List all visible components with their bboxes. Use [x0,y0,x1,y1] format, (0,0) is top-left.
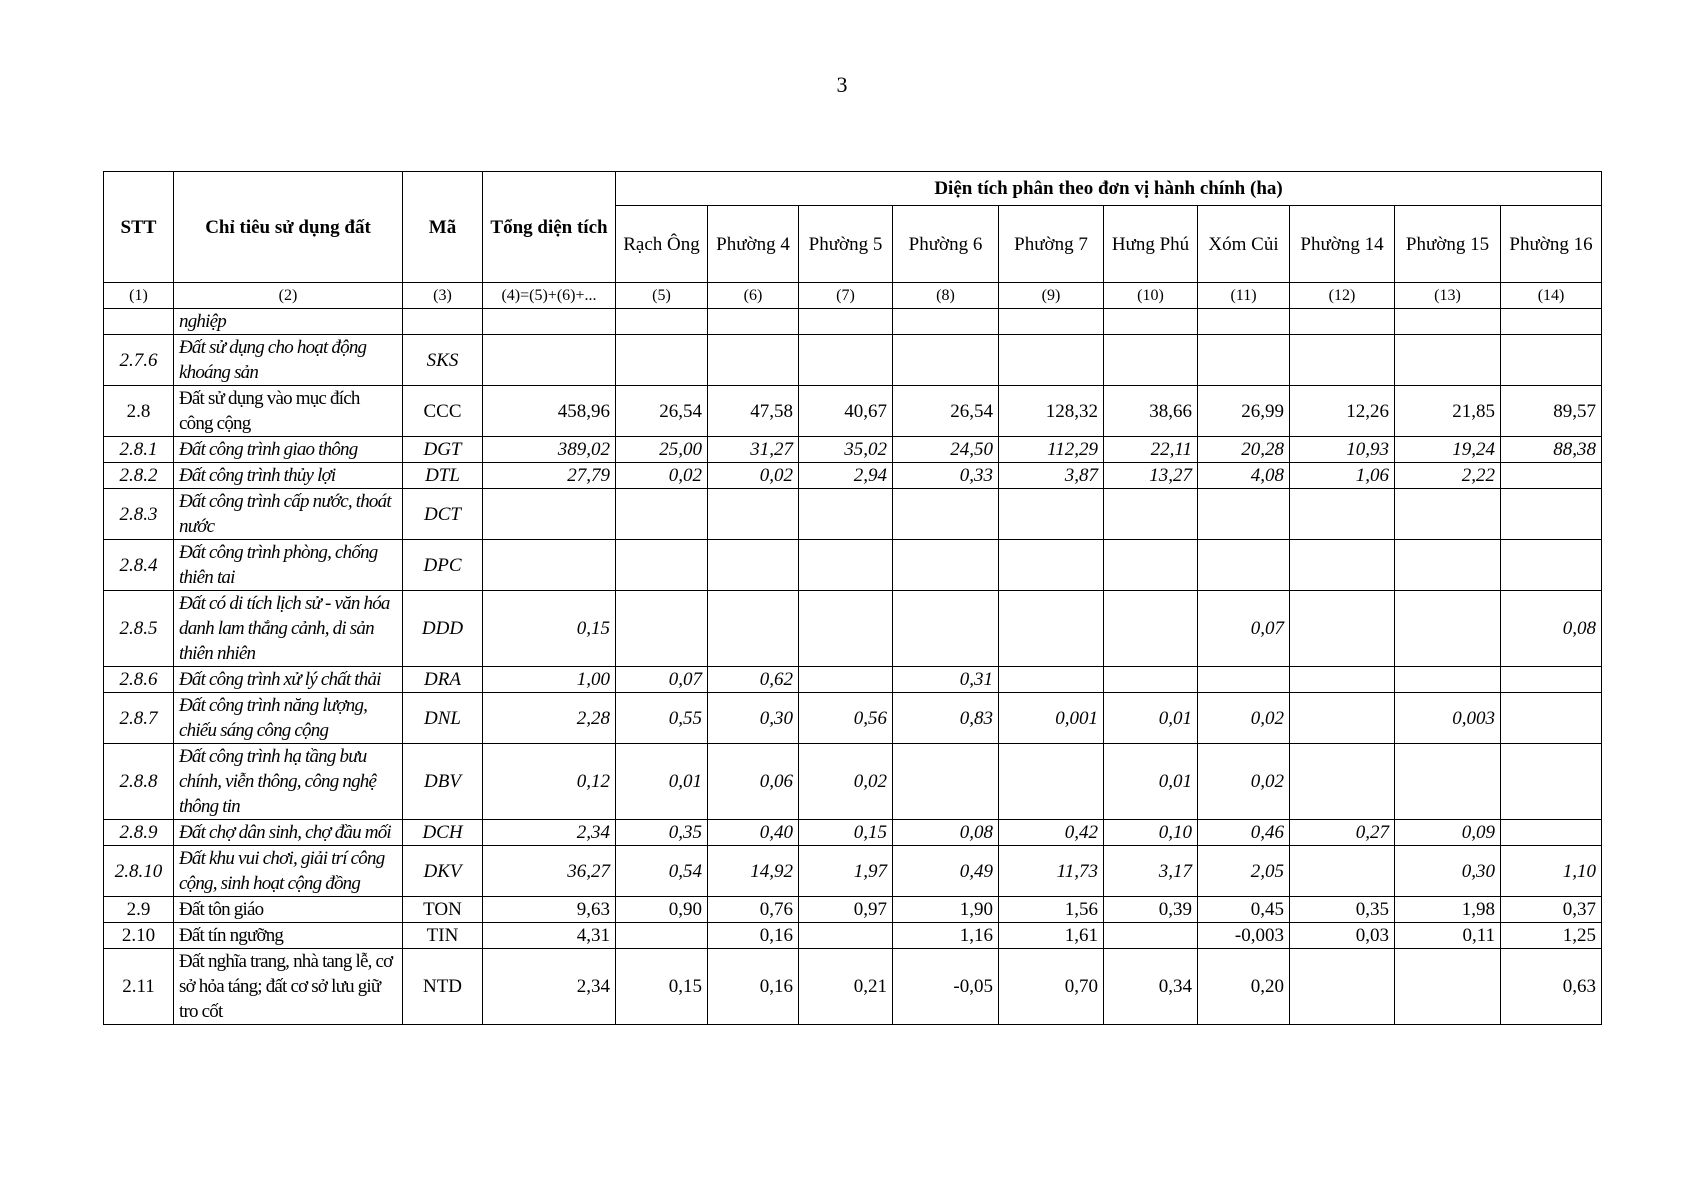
row-stt: 2.8.1 [104,437,174,463]
column-number: (8) [893,283,999,309]
row-name: Đất công trình phòng, chống thiên tai [174,540,403,591]
row-value: 0,21 [799,949,893,1025]
row-value [893,540,999,591]
row-value: 0,30 [708,693,799,744]
row-value [1395,309,1501,335]
row-value: 0,03 [1290,923,1395,949]
table-row [104,846,1602,897]
row-value [893,591,999,667]
row-value: 40,67 [799,386,893,437]
row-value [616,540,708,591]
row-stt: 2.8 [104,386,174,437]
row-value: 0,09 [1395,820,1501,846]
page-number: 3 [836,72,848,97]
header-unit: Phường 16 [1501,206,1602,283]
row-value [1395,489,1501,540]
row-value [1104,591,1198,667]
row-value [616,591,708,667]
row-value: 24,50 [893,437,999,463]
row-value: 0,16 [708,949,799,1025]
row-total: 27,79 [483,463,616,489]
table-row [104,463,1602,489]
row-value [1395,667,1501,693]
row-value [1290,693,1395,744]
row-name: nghiệp [174,309,403,335]
row-value: 0,76 [708,897,799,923]
row-value: 25,00 [616,437,708,463]
column-number: (12) [1290,283,1395,309]
row-value: 0,34 [1104,949,1198,1025]
table-row [104,591,1602,667]
column-number: (10) [1104,283,1198,309]
row-code: DPC [403,540,483,591]
row-value: 0,07 [616,667,708,693]
row-value: 0,63 [1501,949,1602,1025]
row-total [483,489,616,540]
row-value: 0,55 [616,693,708,744]
row-value [1290,667,1395,693]
row-value: 31,27 [708,437,799,463]
row-value: 0,08 [893,820,999,846]
row-value: 3,87 [999,463,1104,489]
column-number: (1) [104,283,174,309]
row-value [893,335,999,386]
row-value: 13,27 [1104,463,1198,489]
row-total: 0,12 [483,744,616,820]
row-value: 0,31 [893,667,999,693]
row-value: 0,02 [1198,693,1290,744]
row-value [1198,489,1290,540]
row-stt: 2.8.4 [104,540,174,591]
row-code [403,309,483,335]
row-value: 0,49 [893,846,999,897]
row-value: 1,61 [999,923,1104,949]
row-value [708,489,799,540]
row-value: 0,42 [999,820,1104,846]
row-name: Đất nghĩa trang, nhà tang lễ, cơ sở hỏa táng; đất cơ sở lưu giữ tro cốt [174,949,403,1025]
header-unit: Rạch Ông [616,206,708,283]
row-stt: 2.10 [104,923,174,949]
row-value [708,591,799,667]
row-value: 0,06 [708,744,799,820]
row-value: 1,97 [799,846,893,897]
row-name: Đất sử dụng vào mục đích công cộng [174,386,403,437]
header-unit: Phường 5 [799,206,893,283]
row-value [999,540,1104,591]
table-row [104,335,1602,386]
row-value: 0,37 [1501,897,1602,923]
row-value [799,923,893,949]
header-unit: Phường 6 [893,206,999,283]
row-value: 3,17 [1104,846,1198,897]
row-code: DDD [403,591,483,667]
header-unit: Phường 4 [708,206,799,283]
row-value: 0,54 [616,846,708,897]
row-code: DCT [403,489,483,540]
row-value [1290,949,1395,1025]
row-value [1501,335,1602,386]
row-value [708,335,799,386]
row-value: 0,62 [708,667,799,693]
header-land-use-criteria: Chỉ tiêu sử dụng đất [174,172,403,283]
table-row [104,437,1602,463]
row-value: 0,20 [1198,949,1290,1025]
row-value: 47,58 [708,386,799,437]
row-total: 0,15 [483,591,616,667]
table-row [104,309,1602,335]
row-stt [104,309,174,335]
row-value [1501,489,1602,540]
row-stt: 2.8.6 [104,667,174,693]
header-unit: Hưng Phú [1104,206,1198,283]
row-value: 26,54 [893,386,999,437]
row-name: Đất công trình giao thông [174,437,403,463]
row-value [1501,667,1602,693]
row-value: 22,11 [1104,437,1198,463]
row-value: 26,54 [616,386,708,437]
row-name: Đất chợ dân sinh, chợ đầu mối [174,820,403,846]
row-code: DCH [403,820,483,846]
row-value: 0,56 [799,693,893,744]
row-value [1104,667,1198,693]
column-number: (9) [999,283,1104,309]
row-value [1290,591,1395,667]
row-value [1395,335,1501,386]
row-value: 0,11 [1395,923,1501,949]
row-value [893,744,999,820]
row-stt: 2.7.6 [104,335,174,386]
row-value [999,335,1104,386]
row-code: CCC [403,386,483,437]
row-value: -0,003 [1198,923,1290,949]
row-value [799,540,893,591]
row-value: 0,45 [1198,897,1290,923]
row-value [999,667,1104,693]
row-value [1198,540,1290,591]
row-value: 88,38 [1501,437,1602,463]
row-value: 0,02 [799,744,893,820]
row-name: Đất khu vui chơi, giải trí công cộng, sinh hoạt cộng đồng [174,846,403,897]
row-value [1198,667,1290,693]
row-value [1501,820,1602,846]
row-value: 1,10 [1501,846,1602,897]
row-value: 0,003 [1395,693,1501,744]
row-value [1501,693,1602,744]
row-value: 0,02 [708,463,799,489]
row-value [1501,540,1602,591]
row-code: TON [403,897,483,923]
row-total: 2,28 [483,693,616,744]
column-number: (6) [708,283,799,309]
row-value: 2,05 [1198,846,1290,897]
row-value: 1,98 [1395,897,1501,923]
row-value [1395,540,1501,591]
header-stt: STT [104,172,174,283]
column-number: (13) [1395,283,1501,309]
row-value: 0,97 [799,897,893,923]
row-value [708,309,799,335]
row-total: 2,34 [483,820,616,846]
row-value: 1,56 [999,897,1104,923]
row-value: 1,25 [1501,923,1602,949]
row-value: 20,28 [1198,437,1290,463]
row-total [483,309,616,335]
row-total: 36,27 [483,846,616,897]
row-value [1104,923,1198,949]
row-name: Đất công trình năng lượng, chiếu sáng công cộng [174,693,403,744]
row-value: 0,02 [616,463,708,489]
row-value: 0,40 [708,820,799,846]
column-number: (4)=(5)+(6)+... [483,283,616,309]
row-value [1501,463,1602,489]
row-code: DTL [403,463,483,489]
table-row [104,489,1602,540]
table-row [104,693,1602,744]
row-total: 2,34 [483,949,616,1025]
row-name: Đất công trình hạ tầng bưu chính, viễn thông, công nghệ thông tin [174,744,403,820]
row-value [1501,744,1602,820]
row-value: 0,46 [1198,820,1290,846]
row-value: 112,29 [999,437,1104,463]
row-value [1104,309,1198,335]
row-value [616,309,708,335]
row-stt: 2.8.5 [104,591,174,667]
row-value: 38,66 [1104,386,1198,437]
row-value: 19,24 [1395,437,1501,463]
row-value: 2,94 [799,463,893,489]
row-value [1104,489,1198,540]
row-value [799,591,893,667]
row-value [893,309,999,335]
row-value: 12,26 [1290,386,1395,437]
row-value: 11,73 [999,846,1104,897]
row-value: 0,33 [893,463,999,489]
row-code: DNL [403,693,483,744]
row-value: 2,22 [1395,463,1501,489]
row-value [799,489,893,540]
row-value [616,923,708,949]
row-value: 0,35 [1290,897,1395,923]
row-total [483,335,616,386]
table-row [104,386,1602,437]
row-value: 1,90 [893,897,999,923]
row-total: 458,96 [483,386,616,437]
row-value: 0,01 [1104,693,1198,744]
row-code: DKV [403,846,483,897]
row-code: TIN [403,923,483,949]
row-value: 14,92 [708,846,799,897]
table-row [104,820,1602,846]
row-name: Đất công trình xử lý chất thải [174,667,403,693]
row-value: 0,07 [1198,591,1290,667]
row-value: 0,15 [799,820,893,846]
row-value [1395,949,1501,1025]
header-total-area: Tổng diện tích [483,172,616,283]
row-value [616,335,708,386]
row-value [1104,540,1198,591]
row-total: 4,31 [483,923,616,949]
row-code: DGT [403,437,483,463]
row-value [1290,335,1395,386]
row-stt: 2.8.10 [104,846,174,897]
row-value [1290,744,1395,820]
row-value: 0,001 [999,693,1104,744]
row-value [1501,309,1602,335]
row-name: Đất công trình cấp nước, thoát nước [174,489,403,540]
row-value: 21,85 [1395,386,1501,437]
row-value: 0,15 [616,949,708,1025]
table-row [104,923,1602,949]
column-number: (2) [174,283,403,309]
land-use-table [103,171,1602,1025]
column-number: (5) [616,283,708,309]
row-value: 0,39 [1104,897,1198,923]
header-code: Mã [403,172,483,283]
table-row [104,540,1602,591]
row-code: NTD [403,949,483,1025]
row-value: 89,57 [1501,386,1602,437]
row-value [1104,335,1198,386]
row-value [799,335,893,386]
row-value [999,309,1104,335]
row-value: 4,08 [1198,463,1290,489]
row-name: Đất sử dụng cho hoạt động khoáng sản [174,335,403,386]
row-value [1290,489,1395,540]
row-stt: 2.9 [104,897,174,923]
row-value: 0,02 [1198,744,1290,820]
row-value: 0,90 [616,897,708,923]
row-value: 1,06 [1290,463,1395,489]
header-unit: Phường 15 [1395,206,1501,283]
header-admin-units-group: Diện tích phân theo đơn vị hành chính (ha) [616,172,1602,206]
row-total: 389,02 [483,437,616,463]
row-value: 0,08 [1501,591,1602,667]
row-value [999,591,1104,667]
table-row [104,949,1602,1025]
row-value: 0,35 [616,820,708,846]
row-value: 0,01 [616,744,708,820]
row-value: -0,05 [893,949,999,1025]
row-value [1395,744,1501,820]
row-value: 128,32 [999,386,1104,437]
row-value [1290,846,1395,897]
row-name: Đất có di tích lịch sử - văn hóa danh lam thắng cảnh, di sản thiên nhiên [174,591,403,667]
row-value [799,309,893,335]
row-value: 26,99 [1198,386,1290,437]
row-value: 1,16 [893,923,999,949]
row-value: 0,30 [1395,846,1501,897]
row-stt: 2.11 [104,949,174,1025]
row-total [483,540,616,591]
row-value: 0,27 [1290,820,1395,846]
row-value [799,667,893,693]
row-value: 0,83 [893,693,999,744]
table-row [104,744,1602,820]
row-code: DBV [403,744,483,820]
row-stt: 2.8.3 [104,489,174,540]
row-total: 1,00 [483,667,616,693]
row-value: 0,16 [708,923,799,949]
row-value: 35,02 [799,437,893,463]
table-row [104,897,1602,923]
row-stt: 2.8.2 [104,463,174,489]
row-value [708,540,799,591]
column-number: (3) [403,283,483,309]
row-value [616,489,708,540]
column-number: (11) [1198,283,1290,309]
table-row [104,667,1602,693]
row-value [999,489,1104,540]
row-stt: 2.8.9 [104,820,174,846]
row-value: 0,01 [1104,744,1198,820]
row-name: Đất công trình thủy lợi [174,463,403,489]
row-code: DRA [403,667,483,693]
column-number: (14) [1501,283,1602,309]
row-value [1198,309,1290,335]
row-stt: 2.8.7 [104,693,174,744]
row-value [999,744,1104,820]
header-unit: Xóm Củi [1198,206,1290,283]
row-value: 0,10 [1104,820,1198,846]
column-number: (7) [799,283,893,309]
row-value: 0,70 [999,949,1104,1025]
header-unit: Phường 14 [1290,206,1395,283]
row-value [893,489,999,540]
row-value [1198,335,1290,386]
row-name: Đất tôn giáo [174,897,403,923]
row-total: 9,63 [483,897,616,923]
row-value [1290,309,1395,335]
row-value: 10,93 [1290,437,1395,463]
row-value [1395,591,1501,667]
row-stt: 2.8.8 [104,744,174,820]
header-unit: Phường 7 [999,206,1104,283]
row-value [1290,540,1395,591]
row-name: Đất tín ngưỡng [174,923,403,949]
row-code: SKS [403,335,483,386]
